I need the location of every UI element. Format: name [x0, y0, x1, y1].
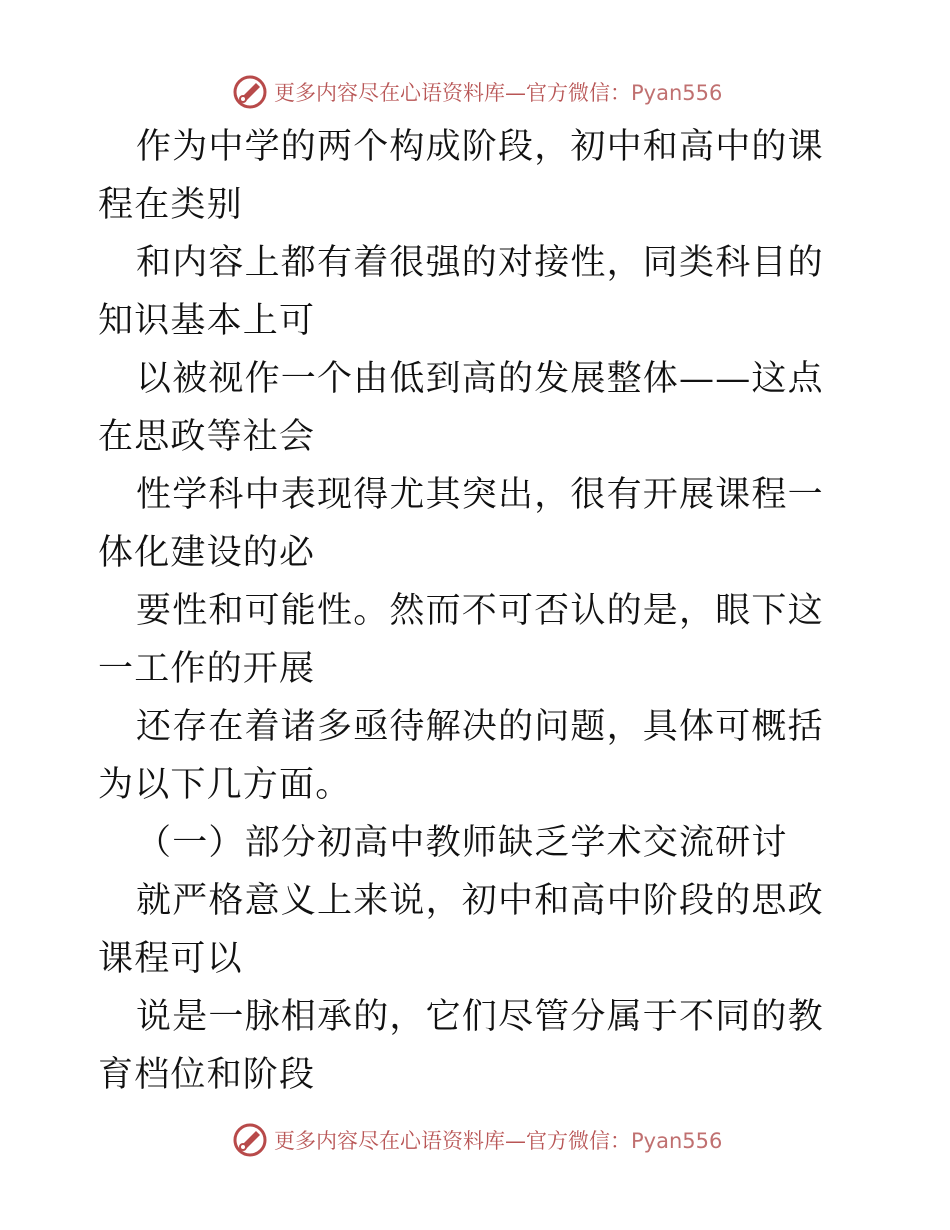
header-banner-text: 更多内容尽在心语资料库—官方微信：Pyan556	[274, 81, 723, 105]
body-paragraph: 和内容上都有着很强的对接性，同类科目的知识基本上可	[98, 243, 824, 341]
brand-logo-icon	[232, 74, 268, 110]
section-heading: （一）部分初高中教师缺乏学术交流研讨	[136, 823, 788, 863]
body-paragraph: 性学科中表现得尤其突出，很有开展课程一体化建设的必	[98, 475, 824, 573]
body-paragraph: 说是一脉相承的，它们尽管分属于不同的教育档位和阶段	[98, 997, 824, 1095]
footer-banner-text: 更多内容尽在心语资料库—官方微信：Pyan556	[274, 1129, 723, 1153]
footer-banner	[232, 1120, 722, 1160]
brand-logo-icon	[232, 1122, 268, 1158]
body-paragraph: 还存在着诸多亟待解决的问题，具体可概括为以下几方面。	[98, 707, 824, 805]
document-body	[98, 118, 858, 1104]
body-paragraph: 作为中学的两个构成阶段，初中和高中的课程在类别	[98, 127, 824, 225]
body-paragraph: 要性和可能性。然而不可否认的是，眼下这一工作的开展	[98, 591, 824, 689]
body-paragraph: 就严格意义上来说，初中和高中阶段的思政课程可以	[98, 881, 824, 979]
header-banner	[232, 72, 722, 112]
body-paragraph: 以被视作一个由低到高的发展整体——这点在思政等社会	[98, 359, 824, 457]
